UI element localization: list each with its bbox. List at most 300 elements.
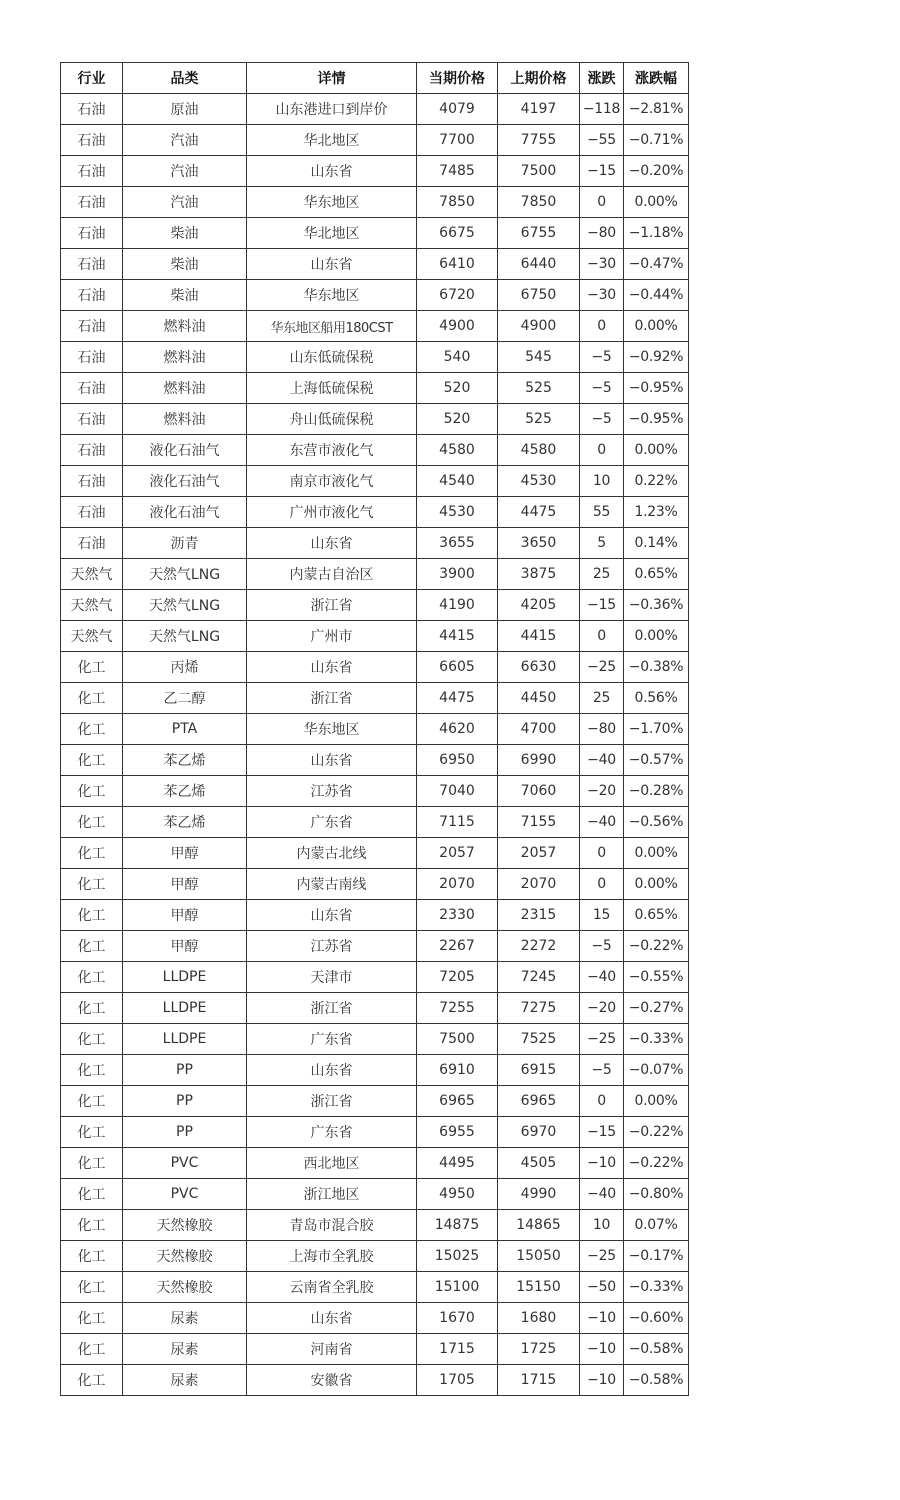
cell-current-price: 4530 bbox=[417, 497, 498, 528]
cell-change-percent: −0.22% bbox=[624, 1148, 689, 1179]
cell-previous-price: 7275 bbox=[498, 993, 580, 1024]
cell-category: 尿素 bbox=[123, 1334, 247, 1365]
cell-change: 15 bbox=[580, 900, 624, 931]
cell-category: 天然气LNG bbox=[123, 590, 247, 621]
cell-industry: 天然气 bbox=[61, 621, 123, 652]
cell-industry: 天然气 bbox=[61, 559, 123, 590]
cell-previous-price: 545 bbox=[498, 342, 580, 373]
cell-change-percent: 0.00% bbox=[624, 187, 689, 218]
cell-change: −20 bbox=[580, 993, 624, 1024]
cell-change-percent: −0.92% bbox=[624, 342, 689, 373]
cell-change: 0 bbox=[580, 838, 624, 869]
cell-industry: 化工 bbox=[61, 1179, 123, 1210]
table-row bbox=[61, 838, 689, 869]
cell-industry: 化工 bbox=[61, 714, 123, 745]
cell-detail: 内蒙古北线 bbox=[247, 838, 417, 869]
table-row bbox=[61, 218, 689, 249]
cell-change: 0 bbox=[580, 1086, 624, 1117]
table-row bbox=[61, 652, 689, 683]
cell-industry: 石油 bbox=[61, 156, 123, 187]
cell-change: −50 bbox=[580, 1272, 624, 1303]
cell-previous-price: 6750 bbox=[498, 280, 580, 311]
cell-change-percent: 0.00% bbox=[624, 838, 689, 869]
cell-current-price: 6720 bbox=[417, 280, 498, 311]
table-row bbox=[61, 931, 689, 962]
cell-change: −30 bbox=[580, 280, 624, 311]
cell-category: 甲醇 bbox=[123, 869, 247, 900]
cell-current-price: 6675 bbox=[417, 218, 498, 249]
cell-previous-price: 4450 bbox=[498, 683, 580, 714]
cell-current-price: 2070 bbox=[417, 869, 498, 900]
table-row bbox=[61, 559, 689, 590]
cell-detail: 西北地区 bbox=[247, 1148, 417, 1179]
cell-change-percent: −0.20% bbox=[624, 156, 689, 187]
cell-change: −10 bbox=[580, 1365, 624, 1396]
cell-previous-price: 14865 bbox=[498, 1210, 580, 1241]
cell-previous-price: 525 bbox=[498, 404, 580, 435]
cell-change: −5 bbox=[580, 342, 624, 373]
table-row bbox=[61, 993, 689, 1024]
cell-change: 0 bbox=[580, 187, 624, 218]
cell-industry: 化工 bbox=[61, 1272, 123, 1303]
cell-industry: 石油 bbox=[61, 497, 123, 528]
table-row bbox=[61, 125, 689, 156]
table-row bbox=[61, 497, 689, 528]
cell-industry: 化工 bbox=[61, 1117, 123, 1148]
cell-previous-price: 15050 bbox=[498, 1241, 580, 1272]
cell-industry: 化工 bbox=[61, 1241, 123, 1272]
cell-change-percent: 0.00% bbox=[624, 435, 689, 466]
cell-industry: 化工 bbox=[61, 1303, 123, 1334]
cell-industry: 石油 bbox=[61, 466, 123, 497]
cell-previous-price: 7245 bbox=[498, 962, 580, 993]
table-row bbox=[61, 249, 689, 280]
cell-previous-price: 3650 bbox=[498, 528, 580, 559]
cell-current-price: 7255 bbox=[417, 993, 498, 1024]
cell-industry: 化工 bbox=[61, 683, 123, 714]
cell-change-percent: 0.00% bbox=[624, 621, 689, 652]
table-row bbox=[61, 280, 689, 311]
cell-detail: 华东地区 bbox=[247, 280, 417, 311]
cell-current-price: 520 bbox=[417, 404, 498, 435]
cell-current-price: 7700 bbox=[417, 125, 498, 156]
cell-current-price: 6950 bbox=[417, 745, 498, 776]
cell-detail: 广州市 bbox=[247, 621, 417, 652]
cell-detail: 江苏省 bbox=[247, 931, 417, 962]
cell-detail: 天津市 bbox=[247, 962, 417, 993]
cell-previous-price: 6970 bbox=[498, 1117, 580, 1148]
cell-detail: 内蒙古自治区 bbox=[247, 559, 417, 590]
cell-category: 苯乙烯 bbox=[123, 807, 247, 838]
cell-change-percent: −0.80% bbox=[624, 1179, 689, 1210]
cell-change: −80 bbox=[580, 714, 624, 745]
cell-detail: 江苏省 bbox=[247, 776, 417, 807]
cell-change-percent: −0.44% bbox=[624, 280, 689, 311]
cell-industry: 化工 bbox=[61, 838, 123, 869]
cell-current-price: 1670 bbox=[417, 1303, 498, 1334]
table-row bbox=[61, 1148, 689, 1179]
cell-previous-price: 4580 bbox=[498, 435, 580, 466]
cell-change: −40 bbox=[580, 962, 624, 993]
cell-current-price: 7205 bbox=[417, 962, 498, 993]
cell-industry: 石油 bbox=[61, 125, 123, 156]
cell-detail: 青岛市混合胶 bbox=[247, 1210, 417, 1241]
header-detail: 详情 bbox=[247, 63, 417, 94]
cell-industry: 化工 bbox=[61, 652, 123, 683]
cell-change-percent: −0.60% bbox=[624, 1303, 689, 1334]
cell-category: 尿素 bbox=[123, 1365, 247, 1396]
cell-current-price: 6965 bbox=[417, 1086, 498, 1117]
cell-change: −5 bbox=[580, 931, 624, 962]
cell-current-price: 2057 bbox=[417, 838, 498, 869]
cell-industry: 化工 bbox=[61, 776, 123, 807]
header-current-price: 当期价格 bbox=[417, 63, 498, 94]
cell-change: −15 bbox=[580, 156, 624, 187]
cell-current-price: 6410 bbox=[417, 249, 498, 280]
cell-detail: 浙江省 bbox=[247, 993, 417, 1024]
cell-detail: 上海低硫保税 bbox=[247, 373, 417, 404]
cell-previous-price: 3875 bbox=[498, 559, 580, 590]
cell-industry: 化工 bbox=[61, 1334, 123, 1365]
cell-change: −15 bbox=[580, 590, 624, 621]
table-body bbox=[61, 94, 689, 1396]
cell-previous-price: 4530 bbox=[498, 466, 580, 497]
cell-current-price: 4190 bbox=[417, 590, 498, 621]
cell-change: −25 bbox=[580, 652, 624, 683]
cell-detail: 山东省 bbox=[247, 528, 417, 559]
cell-category: 燃料油 bbox=[123, 404, 247, 435]
cell-previous-price: 6755 bbox=[498, 218, 580, 249]
cell-change: −55 bbox=[580, 125, 624, 156]
cell-category: 尿素 bbox=[123, 1303, 247, 1334]
cell-category: 丙烯 bbox=[123, 652, 247, 683]
cell-change: −30 bbox=[580, 249, 624, 280]
cell-change-percent: 0.00% bbox=[624, 869, 689, 900]
cell-change-percent: −0.28% bbox=[624, 776, 689, 807]
table-row bbox=[61, 187, 689, 218]
cell-category: 燃料油 bbox=[123, 373, 247, 404]
cell-change-percent: −0.17% bbox=[624, 1241, 689, 1272]
table-row bbox=[61, 528, 689, 559]
cell-industry: 石油 bbox=[61, 94, 123, 125]
cell-change-percent: −0.71% bbox=[624, 125, 689, 156]
table-row bbox=[61, 807, 689, 838]
cell-previous-price: 7155 bbox=[498, 807, 580, 838]
cell-change: 0 bbox=[580, 435, 624, 466]
cell-change: −80 bbox=[580, 218, 624, 249]
cell-current-price: 2267 bbox=[417, 931, 498, 962]
cell-category: 液化石油气 bbox=[123, 435, 247, 466]
cell-change-percent: −0.55% bbox=[624, 962, 689, 993]
cell-category: 甲醇 bbox=[123, 900, 247, 931]
cell-current-price: 1715 bbox=[417, 1334, 498, 1365]
cell-previous-price: 4505 bbox=[498, 1148, 580, 1179]
cell-change: −10 bbox=[580, 1148, 624, 1179]
table-row bbox=[61, 776, 689, 807]
cell-industry: 化工 bbox=[61, 1210, 123, 1241]
cell-previous-price: 6990 bbox=[498, 745, 580, 776]
cell-change-percent: 0.14% bbox=[624, 528, 689, 559]
cell-change-percent: −2.81% bbox=[624, 94, 689, 125]
cell-industry: 化工 bbox=[61, 900, 123, 931]
cell-category: 柴油 bbox=[123, 280, 247, 311]
cell-change-percent: 0.00% bbox=[624, 311, 689, 342]
cell-previous-price: 6630 bbox=[498, 652, 580, 683]
cell-current-price: 6955 bbox=[417, 1117, 498, 1148]
cell-previous-price: 7850 bbox=[498, 187, 580, 218]
cell-current-price: 7115 bbox=[417, 807, 498, 838]
cell-previous-price: 6440 bbox=[498, 249, 580, 280]
cell-category: 苯乙烯 bbox=[123, 776, 247, 807]
table-row bbox=[61, 435, 689, 466]
cell-change: −25 bbox=[580, 1241, 624, 1272]
cell-detail: 东营市液化气 bbox=[247, 435, 417, 466]
cell-current-price: 14875 bbox=[417, 1210, 498, 1241]
cell-category: 天然橡胶 bbox=[123, 1241, 247, 1272]
cell-detail: 山东省 bbox=[247, 900, 417, 931]
cell-category: PP bbox=[123, 1117, 247, 1148]
table-row bbox=[61, 1024, 689, 1055]
cell-category: 汽油 bbox=[123, 156, 247, 187]
cell-industry: 石油 bbox=[61, 218, 123, 249]
cell-change: 10 bbox=[580, 1210, 624, 1241]
table-row bbox=[61, 1055, 689, 1086]
header-change-percent: 涨跌幅 bbox=[624, 63, 689, 94]
cell-previous-price: 7525 bbox=[498, 1024, 580, 1055]
table-row bbox=[61, 404, 689, 435]
cell-current-price: 15100 bbox=[417, 1272, 498, 1303]
cell-detail: 华北地区 bbox=[247, 125, 417, 156]
cell-previous-price: 7500 bbox=[498, 156, 580, 187]
cell-category: 液化石油气 bbox=[123, 497, 247, 528]
table-row bbox=[61, 311, 689, 342]
cell-detail: 浙江地区 bbox=[247, 1179, 417, 1210]
cell-previous-price: 1725 bbox=[498, 1334, 580, 1365]
cell-detail: 云南省全乳胶 bbox=[247, 1272, 417, 1303]
cell-change-percent: −0.58% bbox=[624, 1334, 689, 1365]
cell-current-price: 7040 bbox=[417, 776, 498, 807]
cell-previous-price: 4415 bbox=[498, 621, 580, 652]
cell-current-price: 4950 bbox=[417, 1179, 498, 1210]
cell-current-price: 520 bbox=[417, 373, 498, 404]
cell-category: 天然橡胶 bbox=[123, 1210, 247, 1241]
cell-change-percent: −0.36% bbox=[624, 590, 689, 621]
cell-change: 25 bbox=[580, 683, 624, 714]
cell-change-percent: −0.27% bbox=[624, 993, 689, 1024]
cell-detail: 安徽省 bbox=[247, 1365, 417, 1396]
cell-detail: 华北地区 bbox=[247, 218, 417, 249]
header-previous-price: 上期价格 bbox=[498, 63, 580, 94]
cell-detail: 浙江省 bbox=[247, 683, 417, 714]
cell-change-percent: 0.22% bbox=[624, 466, 689, 497]
cell-current-price: 7850 bbox=[417, 187, 498, 218]
cell-industry: 化工 bbox=[61, 745, 123, 776]
cell-previous-price: 1715 bbox=[498, 1365, 580, 1396]
cell-current-price: 4495 bbox=[417, 1148, 498, 1179]
cell-detail: 华东地区 bbox=[247, 187, 417, 218]
cell-detail: 上海市全乳胶 bbox=[247, 1241, 417, 1272]
cell-current-price: 1705 bbox=[417, 1365, 498, 1396]
cell-change-percent: −0.58% bbox=[624, 1365, 689, 1396]
cell-change-percent: 0.07% bbox=[624, 1210, 689, 1241]
cell-industry: 化工 bbox=[61, 1086, 123, 1117]
cell-detail: 舟山低硫保税 bbox=[247, 404, 417, 435]
cell-category: PVC bbox=[123, 1148, 247, 1179]
cell-industry: 化工 bbox=[61, 869, 123, 900]
cell-detail: 山东省 bbox=[247, 745, 417, 776]
table-row bbox=[61, 962, 689, 993]
cell-detail: 广州市液化气 bbox=[247, 497, 417, 528]
cell-previous-price: 2057 bbox=[498, 838, 580, 869]
cell-previous-price: 6965 bbox=[498, 1086, 580, 1117]
table-row bbox=[61, 714, 689, 745]
cell-change-percent: −1.18% bbox=[624, 218, 689, 249]
cell-industry: 化工 bbox=[61, 1148, 123, 1179]
table-header-row bbox=[61, 63, 689, 94]
cell-previous-price: 7060 bbox=[498, 776, 580, 807]
cell-previous-price: 7755 bbox=[498, 125, 580, 156]
cell-current-price: 4415 bbox=[417, 621, 498, 652]
cell-change-percent: −0.22% bbox=[624, 1117, 689, 1148]
table-row bbox=[61, 1179, 689, 1210]
cell-industry: 石油 bbox=[61, 187, 123, 218]
cell-industry: 化工 bbox=[61, 1365, 123, 1396]
cell-previous-price: 2070 bbox=[498, 869, 580, 900]
cell-change-percent: −0.57% bbox=[624, 745, 689, 776]
cell-category: 柴油 bbox=[123, 218, 247, 249]
cell-current-price: 7500 bbox=[417, 1024, 498, 1055]
cell-detail: 内蒙古南线 bbox=[247, 869, 417, 900]
cell-current-price: 3900 bbox=[417, 559, 498, 590]
cell-previous-price: 4900 bbox=[498, 311, 580, 342]
cell-current-price: 3655 bbox=[417, 528, 498, 559]
cell-category: PP bbox=[123, 1086, 247, 1117]
cell-detail: 华东地区 bbox=[247, 714, 417, 745]
cell-industry: 石油 bbox=[61, 311, 123, 342]
cell-detail: 山东港进口到岸价 bbox=[247, 94, 417, 125]
cell-current-price: 6605 bbox=[417, 652, 498, 683]
cell-current-price: 7485 bbox=[417, 156, 498, 187]
cell-current-price: 4580 bbox=[417, 435, 498, 466]
cell-change: 55 bbox=[580, 497, 624, 528]
cell-change: −5 bbox=[580, 1055, 624, 1086]
header-industry: 行业 bbox=[61, 63, 123, 94]
cell-previous-price: 4205 bbox=[498, 590, 580, 621]
table-row bbox=[61, 869, 689, 900]
cell-previous-price: 4197 bbox=[498, 94, 580, 125]
cell-change-percent: −0.07% bbox=[624, 1055, 689, 1086]
cell-detail: 广东省 bbox=[247, 807, 417, 838]
cell-change-percent: −0.22% bbox=[624, 931, 689, 962]
cell-change-percent: −1.70% bbox=[624, 714, 689, 745]
table-row bbox=[61, 342, 689, 373]
cell-change: −40 bbox=[580, 1179, 624, 1210]
cell-change: −15 bbox=[580, 1117, 624, 1148]
cell-detail: 山东省 bbox=[247, 249, 417, 280]
cell-change-percent: 0.65% bbox=[624, 559, 689, 590]
cell-change-percent: −0.47% bbox=[624, 249, 689, 280]
cell-industry: 化工 bbox=[61, 807, 123, 838]
cell-category: 汽油 bbox=[123, 187, 247, 218]
cell-change: −40 bbox=[580, 807, 624, 838]
price-table bbox=[60, 62, 689, 1396]
cell-change-percent: −0.95% bbox=[624, 373, 689, 404]
cell-change: −40 bbox=[580, 745, 624, 776]
cell-change: −10 bbox=[580, 1303, 624, 1334]
cell-detail: 山东省 bbox=[247, 1055, 417, 1086]
cell-industry: 化工 bbox=[61, 993, 123, 1024]
cell-category: 燃料油 bbox=[123, 342, 247, 373]
cell-category: LLDPE bbox=[123, 1024, 247, 1055]
cell-category: 沥青 bbox=[123, 528, 247, 559]
table-row bbox=[61, 745, 689, 776]
cell-category: LLDPE bbox=[123, 962, 247, 993]
cell-industry: 化工 bbox=[61, 962, 123, 993]
header-category: 品类 bbox=[123, 63, 247, 94]
cell-change-percent: −0.33% bbox=[624, 1272, 689, 1303]
cell-category: PTA bbox=[123, 714, 247, 745]
cell-change: −10 bbox=[580, 1334, 624, 1365]
cell-change-percent: −0.33% bbox=[624, 1024, 689, 1055]
cell-change-percent: 0.56% bbox=[624, 683, 689, 714]
table-row bbox=[61, 1303, 689, 1334]
cell-category: LLDPE bbox=[123, 993, 247, 1024]
table-row bbox=[61, 1365, 689, 1396]
table-row bbox=[61, 94, 689, 125]
cell-change-percent: 0.65% bbox=[624, 900, 689, 931]
cell-change: 0 bbox=[580, 869, 624, 900]
cell-change-percent: −0.95% bbox=[624, 404, 689, 435]
cell-previous-price: 4990 bbox=[498, 1179, 580, 1210]
cell-category: 天然橡胶 bbox=[123, 1272, 247, 1303]
cell-category: 燃料油 bbox=[123, 311, 247, 342]
cell-change-percent: 1.23% bbox=[624, 497, 689, 528]
table-row bbox=[61, 683, 689, 714]
table-row bbox=[61, 1117, 689, 1148]
cell-previous-price: 525 bbox=[498, 373, 580, 404]
cell-detail: 河南省 bbox=[247, 1334, 417, 1365]
cell-previous-price: 2272 bbox=[498, 931, 580, 962]
cell-category: 原油 bbox=[123, 94, 247, 125]
cell-current-price: 4900 bbox=[417, 311, 498, 342]
cell-category: 天然气LNG bbox=[123, 621, 247, 652]
cell-current-price: 540 bbox=[417, 342, 498, 373]
cell-change: −25 bbox=[580, 1024, 624, 1055]
cell-category: PVC bbox=[123, 1179, 247, 1210]
cell-change: 5 bbox=[580, 528, 624, 559]
cell-change: −20 bbox=[580, 776, 624, 807]
cell-industry: 石油 bbox=[61, 528, 123, 559]
cell-change: 10 bbox=[580, 466, 624, 497]
cell-change: −5 bbox=[580, 373, 624, 404]
cell-industry: 石油 bbox=[61, 435, 123, 466]
cell-previous-price: 4475 bbox=[498, 497, 580, 528]
cell-change-percent: −0.56% bbox=[624, 807, 689, 838]
header-change: 涨跌 bbox=[580, 63, 624, 94]
cell-detail: 山东省 bbox=[247, 1303, 417, 1334]
cell-previous-price: 15150 bbox=[498, 1272, 580, 1303]
cell-category: 甲醇 bbox=[123, 931, 247, 962]
cell-current-price: 4620 bbox=[417, 714, 498, 745]
table-row bbox=[61, 156, 689, 187]
cell-category: PP bbox=[123, 1055, 247, 1086]
cell-industry: 石油 bbox=[61, 373, 123, 404]
cell-detail: 南京市液化气 bbox=[247, 466, 417, 497]
cell-current-price: 15025 bbox=[417, 1241, 498, 1272]
cell-industry: 石油 bbox=[61, 280, 123, 311]
cell-change: 0 bbox=[580, 621, 624, 652]
cell-detail: 浙江省 bbox=[247, 590, 417, 621]
